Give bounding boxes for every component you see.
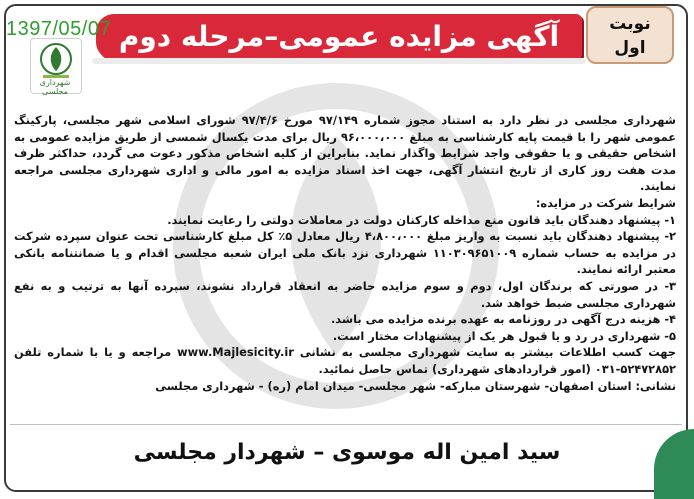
mayor-signature: سید امین اله موسوی – شهردار مجلسی: [133, 440, 561, 465]
notice-body: [14, 112, 676, 394]
footer-divider: [10, 424, 682, 425]
address-line: نشانی: استان اصفهان- شهرستان مبارکه- شهر مجلسی- میدان امام (ره) - شهرداری مجلسی: [155, 378, 676, 393]
nobat-value: اول: [614, 38, 646, 58]
condition-4: ۴- هزینه درج آگهی در روزنامه به عهده برنده مزایده می باشد.: [330, 312, 676, 327]
intro-paragraph: شهرداری مجلسی در نظر دارد به استناد مجوز شماره ۹۷/۱۴۹ مورخ ۹۷/۴/۶ شورای اسلامی شهر مجلسی، پارکینگ عمومی شهر را با قیمت پایه کارشناسی به مبلغ ۹۶،۰۰۰،۰۰۰ ریال برای مدت یکسال شمسی از طریق مزایده عمومی به اشخاص حقیقی و یا حقوقی واجد شرایط واگذار نماید. بنابراین از کلیه اشخاص مذکور دعوت می گردد، حداکثر ظرف مدت هفت روز کاری از تاریخ انتشار آگهی، جهت اخذ اسناد مزایده به امور مالی و اداری شهرداری مجلسی مراجعه نمایند.: [14, 113, 676, 194]
date-stamp: 1397/05/07: [6, 18, 112, 40]
condition-1: ۱- پیشنهاد دهندگان باید قانون منع مداخله کارکنان دولت در معاملات دولتی را رعایت نمایند.: [167, 212, 676, 227]
condition-3: ۳- در صورتی که برندگان اول، دوم و سوم مزایده حاضر به انعقاد قرارداد نشوند، سپرده آنها به ترتیب و به نفع شهرداری مجلسی ضبط خواهد شد.: [14, 278, 676, 310]
logo-caption: شهرداری مجلسی: [39, 78, 71, 96]
notice-title: آگهی مزایده عمومی–مرحله دوم: [118, 20, 560, 53]
nobat-box: [586, 6, 674, 64]
info-paragraph: جهت کسب اطلاعات بیشتر به سایت شهرداری مجلسی به نشانی www.Majlesicity.ir مراجعه و یا با شماره تلفن ۵۲۴۷۲۸۵۲-۰۳۱ (امور قراردادهای شهرداری) تماس حاصل نمائید.: [14, 345, 677, 376]
condition-2: ۲- پیشنهاد دهندگان باید نسبت به واریز مبلغ ۴،۸۰۰،۰۰۰ ریال معادل ۵٪ کل مبلغ کارشناسی تحت عنوان سپرده شرکت در مزایده به حساب شماره ۱۱۰۳۰۹۶۵۱۰۰۹ شهرداری نزد بانک ملی ایران شعبه مجلسی اقدام و یا ضمانتنامه بانکی معتبر ارائه نمایند.: [14, 229, 676, 277]
conditions-title: شرایط شرکت در مزایده:: [535, 195, 676, 210]
nobat-label: نوبت: [609, 14, 651, 34]
condition-5: ۵- شهرداری در رد و یا قبول هر یک از پیشنهادات مختار است.: [332, 328, 676, 343]
